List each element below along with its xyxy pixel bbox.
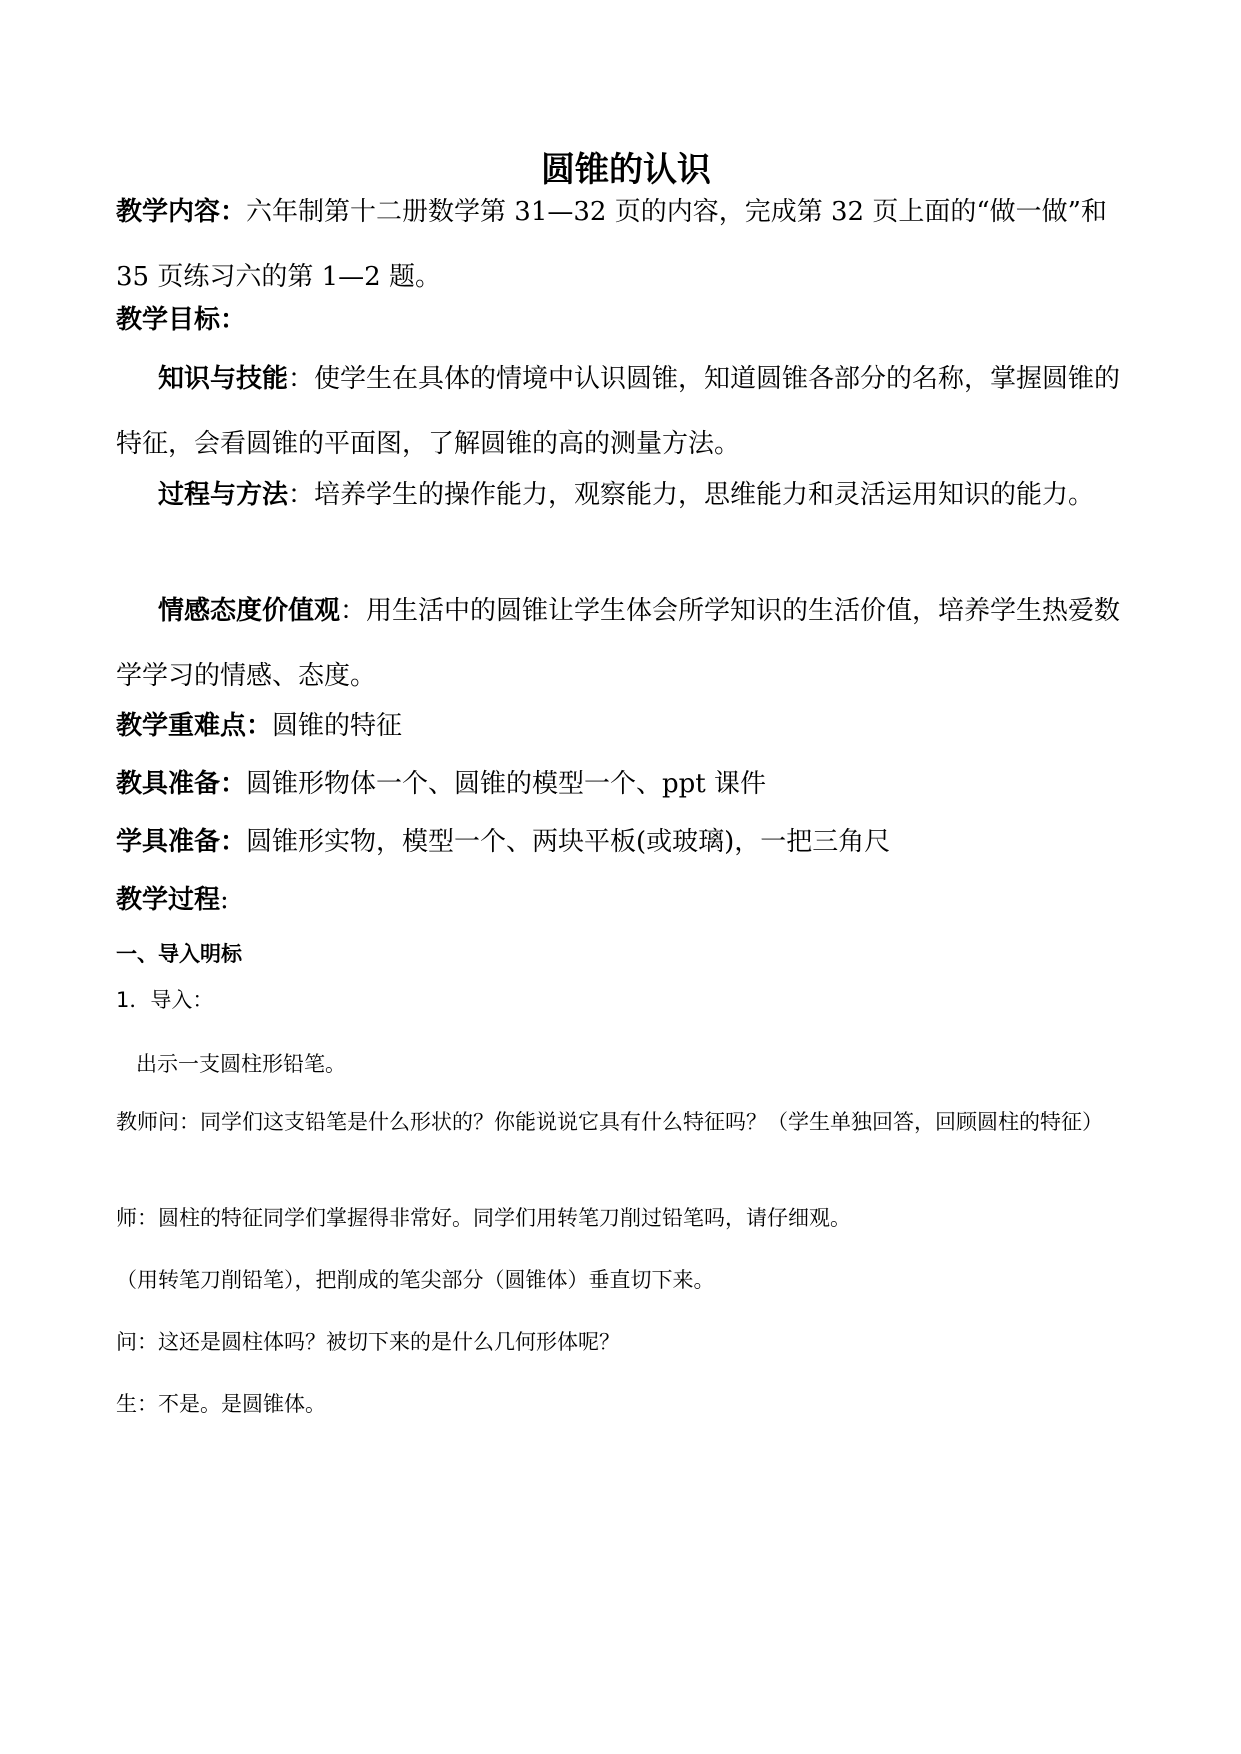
text-line-6: 生：不是。是圆锥体。 xyxy=(116,1392,326,1416)
key-points: 教学重难点：圆锥的特征 xyxy=(116,711,403,741)
item-intro: 1．导入： xyxy=(116,988,214,1012)
text-line-4: （用转笔刀削铅笔），把削成的笔尖部分（圆锥体）垂直切下来。 xyxy=(116,1268,715,1292)
teaching-content-text: 六年制第十二册数学第 31—32 页的内容，完成第 32 页上面的“做一做”和 35 页练习六的第 1—2 题。 xyxy=(116,197,1107,292)
objective-knowledge-label: 知识与技能 xyxy=(158,364,289,394)
objective-process: 过程与方法：培养学生的操作能力，观察能力，思维能力和灵活运用知识的能力。 xyxy=(158,480,1095,510)
text-line-5: 问：这还是圆柱体吗？被切下来的是什么几何形体呢？ xyxy=(116,1330,620,1354)
page-title: 圆锥的认识 xyxy=(541,150,711,190)
process-heading: 教学过程: xyxy=(116,885,229,915)
text-line-2: 教师问：同学们这支铅笔是什么形状的？你能说说它具有什么特征吗？（学生单独回答，回顾圆柱的特征） xyxy=(116,1110,1103,1134)
objective-process-label: 过程与方法 xyxy=(158,480,289,510)
section-heading-intro: 一、导入明标 xyxy=(116,942,242,966)
student-tools: 学具准备：圆锥形实物，模型一个、两块平板(或玻璃)，一把三角尺 xyxy=(116,827,891,857)
objective-emotion-label: 情感态度价值观 xyxy=(158,596,341,626)
teacher-tools: 教具准备：圆锥形物体一个、圆锥的模型一个、ppt 课件 xyxy=(116,769,767,799)
key-points-label: 教学重难点： xyxy=(116,711,273,741)
teaching-content-label: 教学内容： xyxy=(116,197,247,227)
text-line-1: 出示一支圆柱形铅笔。 xyxy=(136,1052,346,1076)
student-tools-label: 学具准备： xyxy=(116,827,247,857)
text-line-3: 师：圆柱的特征同学们掌握得非常好。同学们用转笔刀削过铅笔吗，请仔细观。 xyxy=(116,1206,851,1230)
objective-knowledge: 知识与技能：使学生在具体的情境中认识圆锥，知道圆锥各部分的名称，掌握圆锥的特征，会看圆锥的平面图，了解圆锥的高的测量方法。 xyxy=(116,364,1121,459)
objective-emotion: 情感态度价值观：用生活中的圆锥让学生体会所学知识的生活价值，培养学生热爱数学学习的情感、态度。 xyxy=(116,596,1121,691)
teacher-tools-label: 教具准备： xyxy=(116,769,247,799)
objectives-heading: 教学目标： xyxy=(116,305,247,335)
